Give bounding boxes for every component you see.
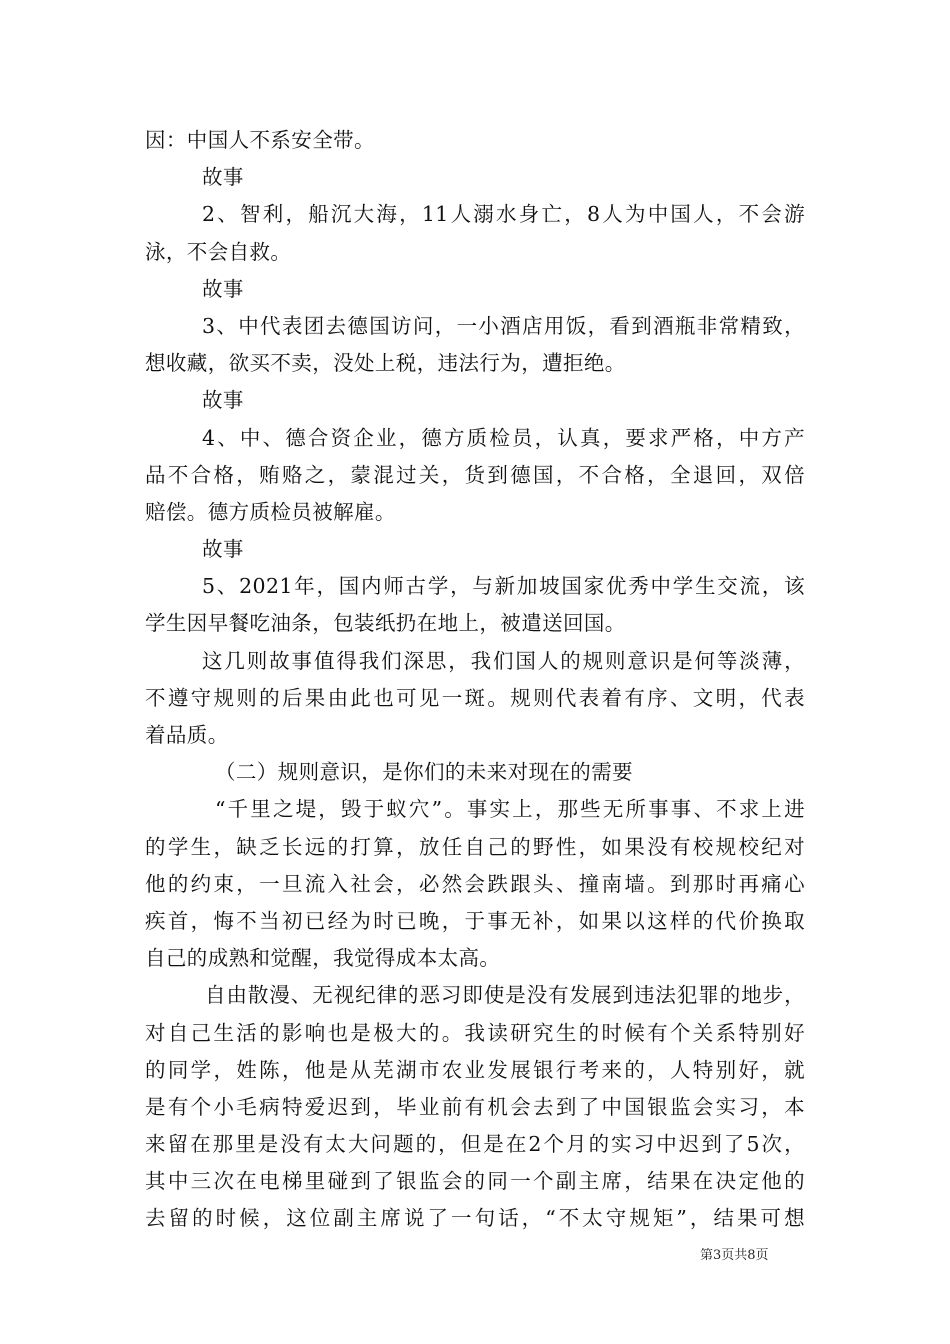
story-heading: 故事 [202,537,244,562]
document-body [145,122,805,1238]
text-line: 疾首，悔不当初已经为时已晚，于事无补，如果以这样的代价换取 [145,908,805,933]
text-line: 想收藏，欲买不卖，没处上税，违法行为，遭拒绝。 [145,351,626,376]
text-line: 的同学，姓陈，他是从芜湖市农业发展银行考来的，人特别好，就 [145,1057,805,1082]
text-line: 泳，不会自救。 [145,239,292,264]
text-line: 因：中国人不系安全带。 [145,128,375,152]
text-line: 自己的成熟和觉醒，我觉得成本太高。 [145,946,501,971]
story-heading: 故事 [202,165,244,190]
text-line: 他的约束，一旦流入社会，必然会跌跟头、撞南墙。到那时再痛心 [145,871,805,896]
text-line: 自由散漫、无视纪律的恶习即使是没有发展到违法犯罪的地步， [205,983,805,1008]
text-line: 2、智利，船沉大海，11人溺水身亡，8人为中国人，不会游 [202,202,805,227]
text-line: 3、中代表团去德国访问，一小酒店用饭，看到酒瓶非常精致， [202,313,805,338]
story-heading: 故事 [202,388,244,413]
page-number: 第3页共8页 [700,1248,769,1263]
text-line: 品不合格，贿赂之，蒙混过关，货到德国，不合格，全退回，双倍 [145,462,805,487]
text-line: 来留在那里是没有太大问题的，但是在2个月的实习中迟到了5次， [145,1132,805,1157]
text-line: 其中三次在电梯里碰到了银监会的同一个副主席，结果在决定他的 [145,1169,805,1194]
text-line: 着品质。 [145,723,229,747]
text-line: 4、中、德合资企业，德方质检员，认真，要求严格，中方产 [202,425,805,450]
text-line: 这几则故事值得我们深思，我们国人的规则意识是何等淡薄， [202,648,805,673]
text-line: 赔偿。德方质检员被解雇。 [145,499,396,524]
text-line: 是有个小毛病特爱迟到，毕业前有机会去到了中国银监会实习，本 [145,1094,805,1119]
section-heading: （二）规则意识，是你们的未来对现在的需要 [215,760,633,785]
text-line: 学生因早餐吃油条，包装纸扔在地上，被遣送回国。 [145,611,626,636]
text-line: 的学生，缺乏长远的打算，放任自己的野性，如果没有校规校纪对 [145,834,805,859]
text-line: 对自己生活的影响也是极大的。我读研究生的时候有个关系特别好 [145,1020,805,1045]
story-heading: 故事 [202,276,244,301]
text-line: 去留的时候，这位副主席说了一句话，“不太守规矩”，结果可想 [145,1206,805,1231]
text-line: 5、2021年，国内师古学，与新加坡国家优秀中学生交流，该 [202,574,805,599]
text-line: “千里之堤，毁于蚁穴”。事实上，那些无所事事、不求上进 [215,797,805,822]
text-line: 不遵守规则的后果由此也可见一斑。规则代表着有序、文明，代表 [145,685,805,710]
